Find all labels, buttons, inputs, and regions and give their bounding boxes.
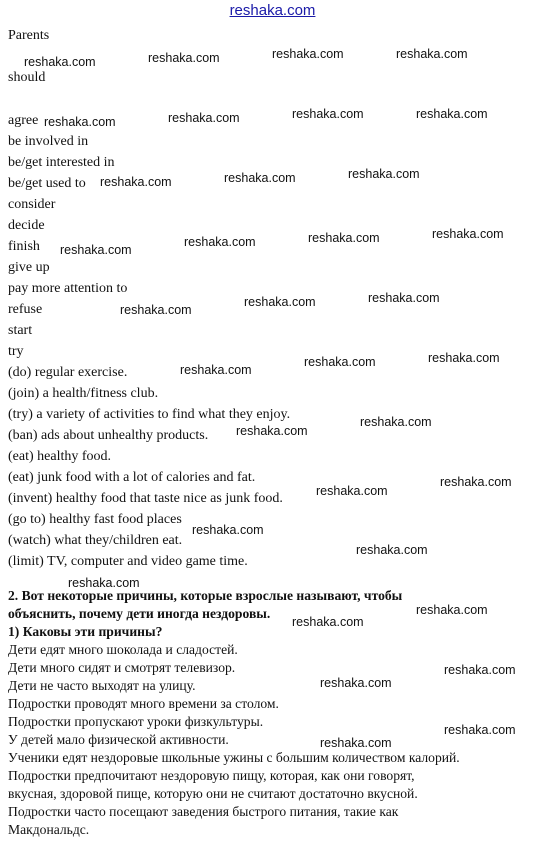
watermark: reshaka.com — [100, 175, 172, 189]
verb-item: agree — [8, 113, 39, 128]
watermark: reshaka.com — [292, 615, 364, 629]
watermark: reshaka.com — [184, 235, 256, 249]
verb-item: finish — [8, 239, 40, 254]
activity-item: (join) a health/fitness club. — [8, 386, 159, 401]
watermark: reshaka.com — [444, 723, 516, 737]
watermark: reshaka.com — [316, 484, 388, 498]
verb-item: be/get used to — [8, 176, 86, 191]
watermark: reshaka.com — [308, 231, 380, 245]
watermark: reshaka.com — [304, 355, 376, 369]
watermark: reshaka.com — [428, 351, 500, 365]
verb-item: start — [8, 323, 33, 338]
activity-item: (watch) what they/children eat. — [8, 533, 183, 548]
watermark: reshaka.com — [272, 47, 344, 61]
watermark: reshaka.com — [244, 295, 316, 309]
section2-title-line1: 2. Вот некоторые причины, которые взрослые называют, чтобы — [8, 588, 403, 603]
watermark: reshaka.com — [180, 363, 252, 377]
watermark: reshaka.com — [356, 543, 428, 557]
activity-item: (eat) healthy food. — [8, 449, 112, 464]
section2-title-line2: объяснить, почему дети иногда нездоровы. — [8, 606, 271, 621]
verb-item: try — [8, 344, 24, 359]
section2-question: 1) Каковы эти причины? — [8, 624, 163, 639]
verb-item: consider — [8, 197, 56, 212]
verb-item: be involved in — [8, 134, 89, 149]
watermark: reshaka.com — [168, 111, 240, 125]
watermark: reshaka.com — [120, 303, 192, 317]
watermark: reshaka.com — [444, 663, 516, 677]
activity-item: (limit) TV, computer and video game time. — [8, 554, 248, 569]
verb-item: give up — [8, 260, 50, 275]
site-header-link[interactable]: reshaka.com — [229, 2, 316, 19]
verb-item: be/get interested in — [8, 155, 115, 170]
watermark: reshaka.com — [224, 171, 296, 185]
activity-item: (eat) junk food with a lot of calories and fat. — [8, 470, 256, 485]
watermark: reshaka.com — [432, 227, 504, 241]
activity-item: (invent) healthy food that taste nice as junk food. — [8, 491, 283, 506]
activity-item: (do) regular exercise. — [8, 365, 128, 380]
answer-line: Дети много сидят и смотрят телевизор. — [8, 660, 236, 675]
activity-item: (go to) healthy fast food places — [8, 512, 182, 527]
watermark: reshaka.com — [360, 415, 432, 429]
watermark: reshaka.com — [320, 736, 392, 750]
answer-line: Дети не часто выходят на улицу. — [8, 678, 196, 693]
watermark: reshaka.com — [320, 676, 392, 690]
watermark: reshaka.com — [368, 291, 440, 305]
answer-line: Ученики едят нездоровые школьные ужины с большим количеством калорий. — [8, 750, 460, 765]
answer-line: Подростки пропускают уроки физкультуры. — [8, 714, 264, 729]
watermark: reshaka.com — [416, 107, 488, 121]
watermark: reshaka.com — [292, 107, 364, 121]
answer-line: Подростки часто посещают заведения быстрого питания, такие как — [8, 804, 399, 819]
answer-line: Дети едят много шоколада и сладостей. — [8, 642, 238, 657]
watermark: reshaka.com — [416, 603, 488, 617]
watermark: reshaka.com — [24, 55, 96, 69]
activity-item: (try) a variety of activities to find what they enjoy. — [8, 407, 291, 422]
watermark: reshaka.com — [68, 576, 140, 590]
activity-item: (ban) ads about unhealthy products. — [8, 428, 209, 443]
answer-line: Подростки проводят много времени за столом. — [8, 696, 279, 711]
verb-item: pay more attention to — [8, 281, 128, 296]
watermark: reshaka.com — [236, 424, 308, 438]
watermark: reshaka.com — [348, 167, 420, 181]
watermark: reshaka.com — [396, 47, 468, 61]
watermark: reshaka.com — [440, 475, 512, 489]
answer-line: У детей мало физической активности. — [8, 732, 229, 747]
answer-line: вкусная, здоровой пище, которую они не считают достаточно вкусной. — [8, 786, 418, 801]
verb-item: refuse — [8, 302, 43, 317]
modal-verb: should — [8, 70, 46, 85]
verb-item: decide — [8, 218, 45, 233]
answer-line: Макдональдс. — [8, 822, 90, 837]
watermark: reshaka.com — [148, 51, 220, 65]
watermark: reshaka.com — [192, 523, 264, 537]
watermark: reshaka.com — [44, 115, 116, 129]
watermark: reshaka.com — [60, 243, 132, 257]
answer-line: Подростки предпочитают нездоровую пищу, которая, как они говорят, — [8, 768, 415, 783]
section-heading-parents: Parents — [8, 28, 50, 43]
